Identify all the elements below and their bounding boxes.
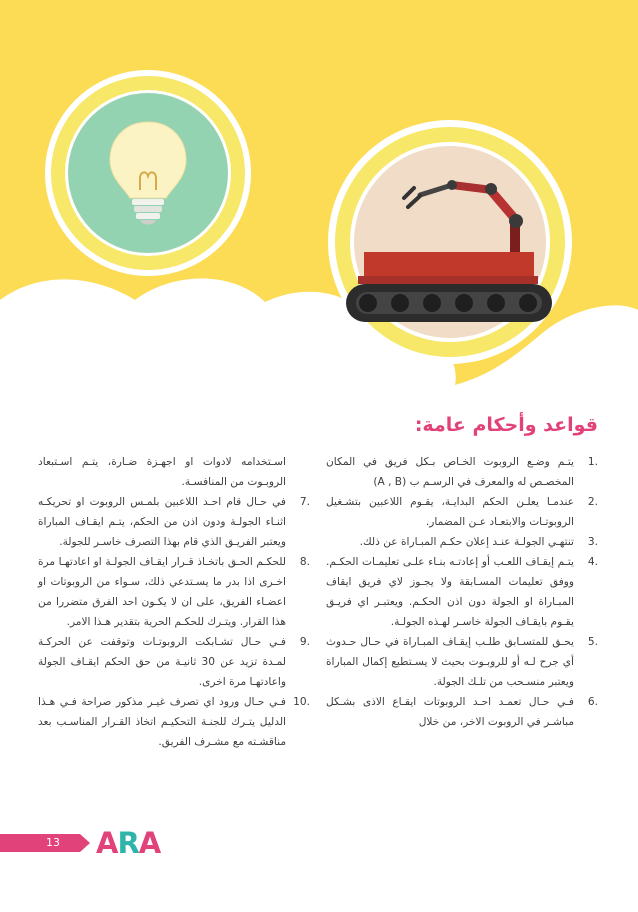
rule-text: فـي حـال ورود اي تصرف غيـر مذكور صراحة فـي هـذا الدليل يتـرك للجنـة التحكيـم اتخاذ القـرار المناسـب بعد مناقشـته مع مشـرف الفريق. bbox=[38, 696, 286, 748]
rule-number: 2. bbox=[587, 496, 598, 508]
section-title: قواعد وأحكام عامة: bbox=[414, 414, 598, 436]
rule-item bbox=[326, 532, 598, 552]
rule-item bbox=[38, 552, 310, 632]
rule-number: 4. bbox=[587, 556, 598, 568]
rule-number: 5. bbox=[587, 636, 598, 648]
rule-number: 9. bbox=[299, 636, 310, 648]
rule-item bbox=[38, 692, 310, 752]
rule-continuation: اسـتخدامه لادوات او اجهـزة ضـارة، يتـم اسـتبعاد الروبـوت من المنافسـة. bbox=[38, 456, 286, 488]
rules-column-left bbox=[38, 452, 310, 752]
rules-column-right bbox=[326, 452, 598, 732]
rule-text: عندمـا يعلـن الحكم البدايـة، يقـوم اللاعبين بتشـغيل الروبوتـات والابتعـاد عـن المضمار. bbox=[326, 496, 574, 528]
rule-text: فـي حـال تعمـد احـد الروبوتات ايقـاع الاذى بشـكل مباشـر في الروبوت الاخر، من خلال bbox=[326, 696, 574, 728]
rule-number: 6. bbox=[587, 696, 598, 708]
rule-text: يحـق للمتسـابق طلـب إيقـاف المبـاراة في حـال حـدوث أي جرح لـه أو للروبـوت بحيث لا يسـتطيع إكمال المباراة ويعتبر منسـحب من تلـك الجولة. bbox=[326, 636, 574, 688]
rule-item bbox=[326, 692, 598, 732]
rule-text: في حـال قام احـد اللاعبين بلمـس الروبوت او تحريكـه اثنـاء الجولـة ودون اذن من الحكم، يتـم ايقـاف المباراة ويعتبر الفريـق الذي قام بهذا التصرف خاسـر للجولة. bbox=[38, 496, 286, 548]
page-number: 13 bbox=[46, 836, 60, 849]
rule-text: يتـم إيقـاف اللعـب أو إعادتـه بنـاء علـى تعليمـات الحكـم. ووفق تعليمات المسـابقة ولا يجـوز لاي فريق ايقاف المبـاراة او الجولة دون اذن الحكـم. ويعتبـر اي فريـق يقـوم بايقـاف الجولة خاسـر لهـذه الجولـة. bbox=[326, 556, 574, 628]
rule-text: يتـم وضـع الروبوت الخـاص بـكل فريق في المكان المخصـص له والمعرف في الرسـم ب (A , B) bbox=[326, 456, 574, 488]
rule-item bbox=[326, 492, 598, 532]
rule-number: 8. bbox=[299, 556, 310, 568]
rule-text: للحكـم الحـق باتخـاذ قـرار ايقـاف الجولـة او اعادتهـا مرة اخـرى اذا بدر ما يسـتدعي ذلك، سـواء من الروبوتات او اعضـاء الفريق، على ان لا يكـون احد الفرق متضررا من هذا القرار. ويتـرك للحكـم الحرية بتقدير هـذا الامر. bbox=[38, 556, 286, 628]
rule-text: تنتهـي الجولـة عنـد إعلان حكـم المبـاراة عن ذلك. bbox=[359, 536, 574, 548]
rule-number: 10. bbox=[293, 696, 310, 708]
rule-item bbox=[38, 632, 310, 692]
rule-number: 1. bbox=[587, 456, 598, 468]
rule-item bbox=[38, 492, 310, 552]
rule-number: 7. bbox=[299, 496, 310, 508]
rule-text: فـي حـال تشـابكت الروبوتـات وتوقفت عن الحركـة لمـدة تزيد عن 30 ثانيـة من حق الحكم ايقـاف الجولة واعادتهـا مرة اخرى. bbox=[38, 636, 287, 688]
rule-item bbox=[326, 552, 598, 632]
rule-item bbox=[326, 452, 598, 492]
rule-number: 3. bbox=[587, 536, 598, 548]
rule-item bbox=[326, 632, 598, 692]
brand-logo: ARA bbox=[96, 826, 161, 860]
